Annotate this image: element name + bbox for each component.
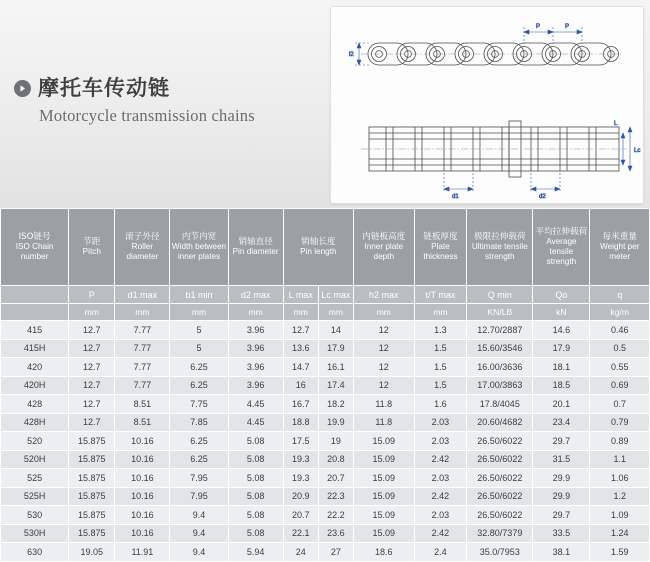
table-cell: 2.42 — [414, 450, 467, 469]
table-cell: 7.85 — [170, 413, 228, 432]
col-header-en: Average tensile strength — [546, 237, 577, 267]
table-row — [1, 450, 650, 469]
table-header — [1, 209, 650, 321]
table-cell: 20.8 — [318, 450, 353, 469]
table-cell: 12.7 — [69, 358, 115, 377]
col-header-cn: 内链板高度 — [362, 231, 406, 242]
table-cell: 0.89 — [590, 432, 650, 451]
table-cell: 11.8 — [354, 413, 414, 432]
table-cell: 18.6 — [354, 543, 414, 562]
table-cell: 15.60/3546 — [467, 339, 533, 358]
table-cell: 9.4 — [170, 506, 228, 525]
table-cell: 31.5 — [533, 450, 590, 469]
table-cell: 18.1 — [533, 358, 590, 377]
table-cell: 29.7 — [533, 432, 590, 451]
cell-iso-number: 530H — [1, 524, 69, 543]
table-cell: 1.5 — [414, 339, 467, 358]
col-header-plate-thickness — [414, 209, 467, 286]
table-cell: 16 — [283, 376, 318, 395]
table-cell: 6.25 — [170, 432, 228, 451]
col-header-cn: 平均拉伸载荷 — [535, 226, 588, 237]
cell-iso-number: 428 — [1, 395, 69, 414]
table-cell: 12 — [354, 339, 414, 358]
table-cell: 15.875 — [69, 469, 115, 488]
col-header-ultimate-tensile — [467, 209, 533, 286]
cell-iso-number: 420 — [1, 358, 69, 377]
table-cell: 4.45 — [228, 413, 283, 432]
unit-cell: kN — [533, 304, 590, 321]
table-cell: 20.7 — [318, 469, 353, 488]
table-cell: 22.2 — [318, 506, 353, 525]
table-cell: 1.3 — [414, 321, 467, 340]
table-cell: 15.09 — [354, 487, 414, 506]
table-cell: 5.08 — [228, 432, 283, 451]
table-cell: 10.16 — [115, 450, 170, 469]
unit-cell: mm — [170, 304, 228, 321]
symbol-cell: q — [590, 286, 650, 304]
cell-iso-number: 428H — [1, 413, 69, 432]
table-cell: 9.4 — [170, 524, 228, 543]
col-header-inner-width — [170, 209, 228, 286]
table-cell: 1.24 — [590, 524, 650, 543]
symbol-cell — [1, 286, 69, 304]
col-header-en: Pin diameter — [232, 247, 279, 257]
table-cell: 15.09 — [354, 524, 414, 543]
table-cell: 26.50/6022 — [467, 469, 533, 488]
table-cell: 12.7 — [69, 395, 115, 414]
table-cell: 7.77 — [115, 339, 170, 358]
table-cell: 33.5 — [533, 524, 590, 543]
col-header-pin-length — [283, 209, 353, 286]
table-cell: 0.55 — [590, 358, 650, 377]
table-row — [1, 506, 650, 525]
table-cell: 10.16 — [115, 506, 170, 525]
unit-cell: mm — [414, 304, 467, 321]
cell-iso-number: 420H — [1, 376, 69, 395]
table-cell: 19 — [318, 432, 353, 451]
table-cell: 19.05 — [69, 543, 115, 562]
table-cell: 1.09 — [590, 506, 650, 525]
table-cell: 26.50/6022 — [467, 450, 533, 469]
unit-cell: kg/m — [590, 304, 650, 321]
table-cell: 15.875 — [69, 487, 115, 506]
symbol-cell: d2 max — [228, 286, 283, 304]
table-cell: 1.6 — [414, 395, 467, 414]
table-cell: 7.75 — [170, 395, 228, 414]
table-cell: 16.1 — [318, 358, 353, 377]
table-cell: 8.51 — [115, 395, 170, 414]
table-body — [1, 321, 650, 562]
table-cell: 17.5 — [283, 432, 318, 451]
cell-iso-number: 415 — [1, 321, 69, 340]
col-header-cn: 销轴长度 — [301, 236, 336, 247]
table-cell: 0.79 — [590, 413, 650, 432]
table-cell: 5.08 — [228, 469, 283, 488]
svg-text:d1: d1 — [452, 194, 459, 200]
col-header-cn: 每米重量 — [602, 231, 637, 242]
table-row — [1, 395, 650, 414]
table-cell: 18.5 — [533, 376, 590, 395]
table-cell: 5.08 — [228, 524, 283, 543]
table-cell: 12.7 — [69, 321, 115, 340]
table-cell: 15.09 — [354, 450, 414, 469]
table-cell: 2.03 — [414, 432, 467, 451]
symbol-cell: h2 max — [354, 286, 414, 304]
table-cell: 12.7 — [69, 413, 115, 432]
chain-specification-table — [0, 208, 650, 562]
col-header-iso — [1, 209, 69, 286]
unit-cell: mm — [69, 304, 115, 321]
table-cell: 3.96 — [228, 358, 283, 377]
symbol-cell: b1 min — [170, 286, 228, 304]
header-row-symbols — [1, 286, 650, 304]
table-cell: 27 — [318, 543, 353, 562]
col-header-en: Inner plate depth — [364, 242, 404, 262]
table-cell: 3.96 — [228, 321, 283, 340]
table-cell: 2.03 — [414, 469, 467, 488]
table-cell: 10.16 — [115, 469, 170, 488]
table-cell: 18.8 — [283, 413, 318, 432]
table-cell: 14 — [318, 321, 353, 340]
table-row — [1, 358, 650, 377]
table-cell: 2.42 — [414, 524, 467, 543]
table-cell: 23.6 — [318, 524, 353, 543]
title-chinese: 摩托车传动链 — [38, 76, 170, 100]
table-cell: 9.4 — [170, 543, 228, 562]
table-cell: 1.1 — [590, 450, 650, 469]
table-cell: 2.4 — [414, 543, 467, 562]
table-cell: 0.69 — [590, 376, 650, 395]
table-cell: 8.51 — [115, 413, 170, 432]
table-cell: 0.7 — [590, 395, 650, 414]
table-cell: 18.2 — [318, 395, 353, 414]
table-cell: 29.9 — [533, 487, 590, 506]
col-header-cn: 链板厚度 — [423, 231, 458, 242]
table-cell: 38.1 — [533, 543, 590, 562]
cell-iso-number: 415H — [1, 339, 69, 358]
unit-cell: KN/LB — [467, 304, 533, 321]
col-header-en: Width between inner plates — [171, 242, 227, 262]
table-cell: 20.1 — [533, 395, 590, 414]
svg-text:P: P — [536, 24, 541, 30]
unit-cell: mm — [228, 304, 283, 321]
table-cell: 2.03 — [414, 506, 467, 525]
table-cell: 26.50/6022 — [467, 506, 533, 525]
cell-iso-number: 525H — [1, 487, 69, 506]
table-cell: 20.7 — [283, 506, 318, 525]
symbol-cell: P — [69, 286, 115, 304]
table-cell: 14.6 — [533, 321, 590, 340]
unit-cell: mm — [318, 304, 353, 321]
table-cell: 5.08 — [228, 450, 283, 469]
table-row — [1, 524, 650, 543]
table-cell: 4.45 — [228, 395, 283, 414]
table-cell: 1.2 — [590, 487, 650, 506]
table-cell: 10.16 — [115, 487, 170, 506]
col-header-cn: 滚子外径 — [125, 231, 160, 242]
table-cell: 19.3 — [283, 469, 318, 488]
col-header-cn: 内节内宽 — [181, 231, 217, 242]
table-cell: 6.25 — [170, 358, 228, 377]
table-cell: 19.3 — [283, 450, 318, 469]
table-row — [1, 487, 650, 506]
table-cell: 10.16 — [115, 524, 170, 543]
cell-iso-number: 520H — [1, 450, 69, 469]
table-cell: 13.6 — [283, 339, 318, 358]
table-cell: 15.09 — [354, 469, 414, 488]
table-cell: 19.9 — [318, 413, 353, 432]
col-header-cn: 销轴直径 — [238, 236, 273, 247]
table-row — [1, 543, 650, 562]
table-cell: 15.875 — [69, 524, 115, 543]
table-cell: 6.25 — [170, 450, 228, 469]
header-row-units — [1, 304, 650, 321]
table-row — [1, 339, 650, 358]
table-cell: 17.8/4045 — [467, 395, 533, 414]
table-cell: 3.96 — [228, 339, 283, 358]
table-cell: 7.77 — [115, 376, 170, 395]
table-row — [1, 413, 650, 432]
unit-cell — [1, 304, 69, 321]
table-cell: 5.08 — [228, 506, 283, 525]
svg-text:P: P — [565, 24, 570, 30]
header-row-titles — [1, 209, 650, 286]
title-row — [14, 78, 314, 99]
table-cell: 5 — [170, 321, 228, 340]
technical-drawing-panel — [330, 6, 644, 204]
col-header-weight — [590, 209, 650, 286]
col-header-en: Pitch — [82, 247, 101, 257]
table-cell: 20.9 — [283, 487, 318, 506]
table-cell: 23.4 — [533, 413, 590, 432]
table-cell: 2.42 — [414, 487, 467, 506]
table-cell: 15.09 — [354, 432, 414, 451]
table-cell: 15.875 — [69, 432, 115, 451]
table-cell: 15.09 — [354, 506, 414, 525]
table-cell: 7.95 — [170, 487, 228, 506]
table-cell: 12 — [354, 376, 414, 395]
table-cell: 1.06 — [590, 469, 650, 488]
table-cell: 3.96 — [228, 376, 283, 395]
col-header-roller-diameter — [115, 209, 170, 286]
svg-text:l2: l2 — [349, 52, 354, 58]
table-cell: 16.7 — [283, 395, 318, 414]
table-cell: 12 — [354, 321, 414, 340]
cell-iso-number: 525 — [1, 469, 69, 488]
table-cell: 14.7 — [283, 358, 318, 377]
svg-text:d2: d2 — [539, 194, 546, 200]
table-row — [1, 321, 650, 340]
chevron-right-icon — [14, 80, 31, 97]
col-header-inner-plate-depth — [354, 209, 414, 286]
page-title — [14, 78, 314, 126]
col-header-average-tensile — [533, 209, 590, 286]
unit-cell: mm — [115, 304, 170, 321]
symbol-cell: Qo — [533, 286, 590, 304]
table-cell: 35.0/7953 — [467, 543, 533, 562]
table-cell: 12.7 — [69, 376, 115, 395]
table-cell: 6.25 — [170, 376, 228, 395]
table-row — [1, 469, 650, 488]
svg-text:Lc: Lc — [634, 148, 641, 154]
col-header-en: ISO Chain number — [15, 242, 54, 262]
symbol-cell: L max — [283, 286, 318, 304]
table-row — [1, 376, 650, 395]
unit-cell: mm — [283, 304, 318, 321]
table-cell: 7.77 — [115, 321, 170, 340]
table-cell: 11.8 — [354, 395, 414, 414]
symbol-cell: d1 max — [115, 286, 170, 304]
table-cell: 17.00/3863 — [467, 376, 533, 395]
table-cell: 0.5 — [590, 339, 650, 358]
table-cell: 17.9 — [533, 339, 590, 358]
table-cell: 22.3 — [318, 487, 353, 506]
symbol-cell: Lc max — [318, 286, 353, 304]
col-header-cn: 极限拉伸载荷 — [474, 231, 526, 242]
cell-iso-number: 630 — [1, 543, 69, 562]
table-cell: 15.875 — [69, 506, 115, 525]
table-cell: 5.94 — [228, 543, 283, 562]
table-cell: 0.46 — [590, 321, 650, 340]
table-cell: 17.4 — [318, 376, 353, 395]
col-header-en: Pin length — [300, 247, 337, 257]
table-cell: 24 — [283, 543, 318, 562]
cell-iso-number: 520 — [1, 432, 69, 451]
table-cell: 26.50/6022 — [467, 487, 533, 506]
col-header-pitch — [69, 209, 115, 286]
svg-text:L: L — [614, 121, 618, 127]
table-cell: 7.95 — [170, 469, 228, 488]
table-cell: 22.1 — [283, 524, 318, 543]
table-cell: 7.77 — [115, 358, 170, 377]
chain-technical-drawing — [331, 7, 643, 203]
table-row — [1, 432, 650, 451]
col-header-en: Roller diameter — [126, 242, 159, 262]
symbol-cell: t/T max — [414, 286, 467, 304]
table-cell: 5 — [170, 339, 228, 358]
table-cell: 5.08 — [228, 487, 283, 506]
table-cell: 15.875 — [69, 450, 115, 469]
table-cell: 12.7 — [283, 321, 318, 340]
table-cell: 12.7 — [69, 339, 115, 358]
table-cell: 11.91 — [115, 543, 170, 562]
col-header-pin-diameter — [228, 209, 283, 286]
table-cell: 10.16 — [115, 432, 170, 451]
table-cell: 29.7 — [533, 506, 590, 525]
col-header-cn: ISO链号 — [18, 231, 51, 242]
banner-area — [0, 0, 650, 208]
table-cell: 12.70/2887 — [467, 321, 533, 340]
table-cell: 2.03 — [414, 413, 467, 432]
symbol-cell: Q min — [467, 286, 533, 304]
table-cell: 26.50/6022 — [467, 432, 533, 451]
table-cell: 1.5 — [414, 376, 467, 395]
table-cell: 20.60/4682 — [467, 413, 533, 432]
col-header-en: Weight per meter — [600, 242, 640, 262]
table-cell: 16.00/3636 — [467, 358, 533, 377]
table-cell: 32.80/7379 — [467, 524, 533, 543]
unit-cell: mm — [354, 304, 414, 321]
col-header-en: Plate thickness — [423, 242, 458, 262]
col-header-en: Ultimate tensile strength — [471, 242, 528, 262]
table-cell: 1.5 — [414, 358, 467, 377]
table-cell: 17.9 — [318, 339, 353, 358]
cell-iso-number: 530 — [1, 506, 69, 525]
title-english: Motorcycle transmission chains — [39, 106, 255, 125]
table-cell: 29.9 — [533, 469, 590, 488]
col-header-cn: 节距 — [83, 236, 101, 247]
table-cell: 12 — [354, 358, 414, 377]
table-cell: 1.59 — [590, 543, 650, 562]
